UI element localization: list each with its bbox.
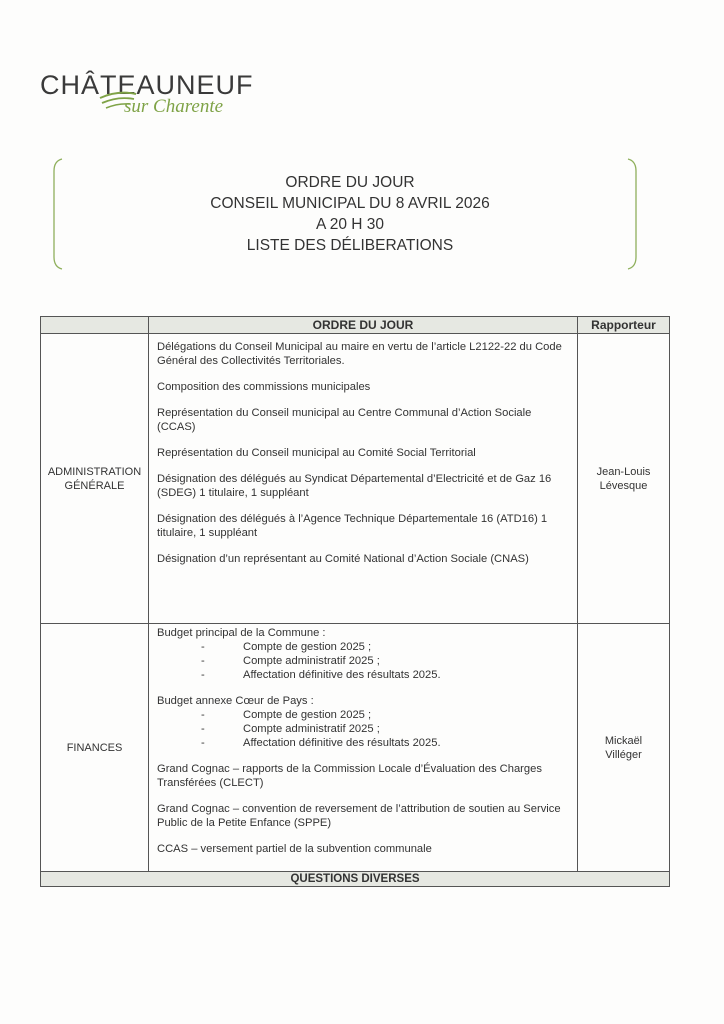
logo [40, 58, 310, 128]
header-line-conseil: CONSEIL MUNICIPAL DU 8 AVRIL 2026 [210, 195, 490, 212]
category-cell [41, 624, 149, 872]
header-category-cell [41, 317, 149, 334]
sub-item-text: Compte administratif 2025 ; [243, 723, 380, 735]
rapporteur-line: Lévesque [599, 479, 648, 492]
rapporteur-cell [578, 334, 670, 624]
rapporteur-line: Mickaël [604, 734, 643, 747]
document-header [80, 172, 620, 256]
items-cell [149, 624, 578, 872]
agenda-item: Grand Cognac – rapports de la Commission Locale d’Évaluation des Charges Transférées (CLECT) [157, 763, 542, 789]
agenda-table [40, 316, 670, 887]
title-bracket-right-icon [626, 157, 638, 271]
sub-item-text: Compte de gestion 2025 ; [243, 641, 372, 653]
agenda-item: Composition des commissions municipales [157, 381, 371, 393]
agenda-item: Désignation d’un représentant au Comité National d’Action Sociale (CNAS) [157, 553, 529, 565]
budget-principal-block [157, 626, 571, 682]
header-line-ordre: ORDRE DU JOUR [285, 174, 415, 191]
agenda-item: Délégations du Conseil Municipal au maire en vertu de l’article L2122-22 du Code Général des Collectivités Territoriales. [157, 341, 562, 367]
agenda-item: Désignation des délégués à l’Agence Technique Départementale 16 (ATD16) 1 titulaire, 1 suppléant [157, 513, 548, 539]
category-cell [41, 334, 149, 624]
sub-item-text: Affectation définitive des résultats 2025. [243, 737, 441, 749]
category-line: ADMINISTRATION [47, 465, 142, 478]
header-agenda-cell: ORDRE DU JOUR [149, 317, 578, 334]
category-line: FINANCES [66, 741, 123, 754]
sub-item-text: Affectation définitive des résultats 2025. [243, 669, 441, 681]
agenda-item: Représentation du Conseil municipal au Comité Social Territorial [157, 447, 476, 459]
sub-item: - Compte administratif 2025 ; [157, 654, 571, 668]
table-header-row [41, 317, 670, 334]
category-line: GÉNÉRALE [64, 479, 125, 492]
sub-item: - Affectation définitive des résultats 2025. [157, 736, 571, 750]
logo-subtitle: sur Charente [124, 96, 224, 117]
items-cell [149, 334, 578, 624]
budget-principal-title: Budget principal de la Commune : [157, 627, 326, 639]
sub-item: - Compte de gestion 2025 ; [157, 708, 571, 722]
sub-item: - Compte de gestion 2025 ; [157, 640, 571, 654]
rapporteur-cell [578, 624, 670, 872]
sub-item-text: Compte de gestion 2025 ; [243, 709, 372, 721]
header-line-heure: A 20 H 30 [315, 216, 385, 233]
sub-item: - Affectation définitive des résultats 2025. [157, 668, 571, 682]
agenda-item: Grand Cognac – convention de reversement de l’attribution de soutien au Service Public de la Petite Enfance (SPPE) [157, 803, 561, 829]
logo-name: CHÂTEAUNEUF [40, 70, 254, 100]
budget-annexe-block [157, 694, 571, 750]
header-rapporteur-cell: Rapporteur [578, 317, 670, 334]
rapporteur-line: Villéger [605, 748, 642, 761]
budget-annexe-title: Budget annexe Cœur de Pays : [157, 695, 314, 707]
sub-item: - Compte administratif 2025 ; [157, 722, 571, 736]
sub-item-text: Compte administratif 2025 ; [243, 655, 380, 667]
header-line-liste: LISTE DES DÉLIBERATIONS [246, 237, 454, 254]
agenda-item: CCAS – versement partiel de la subvention communale [157, 843, 432, 855]
title-bracket-left-icon [52, 157, 64, 271]
agenda-item: Désignation des délégués au Syndicat Départemental d’Electricité et de Gaz 16 (SDEG) 1 titulaire, 1 suppléant [157, 473, 552, 499]
section-row-finances [41, 624, 670, 872]
rapporteur-line: Jean-Louis [596, 465, 651, 478]
table-footer-row [41, 872, 670, 887]
section-row-administration [41, 334, 670, 624]
agenda-item: Représentation du Conseil municipal au Centre Communal d’Action Sociale (CCAS) [157, 407, 532, 433]
questions-diverses: QUESTIONS DIVERSES [41, 872, 670, 887]
